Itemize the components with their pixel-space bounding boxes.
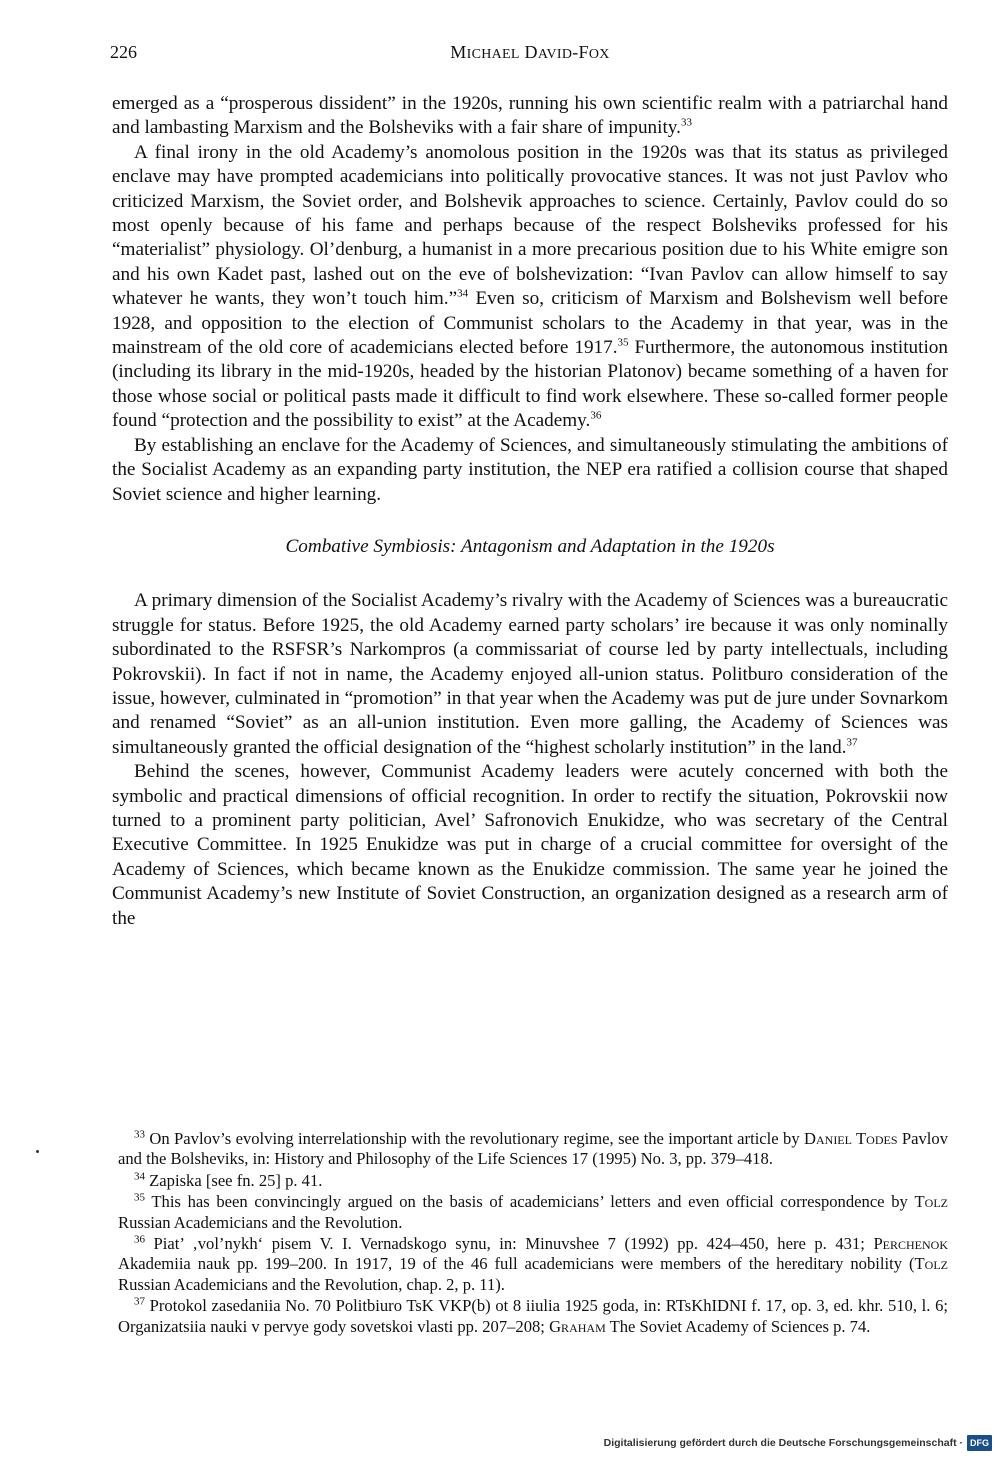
footnote-ref: 37	[846, 736, 858, 749]
digitization-credit: Digitalisierung gefördert durch die Deutsche Forschungsgemeinschaft · DFG	[604, 1434, 992, 1452]
footnote-33: $^{33}$ On Pavlov’s evolving interrelationship with the revolutionary regime, see the important article by Daniel Todes Pavlov and the Bolsheviks, in: History and Philosophy of the Life Sciences 17 (1995) No. 3, pp. 379–418.	[118, 1128, 949, 1169]
main-text	[112, 92, 948, 931]
paragraph: Behind the scenes, however, Communist Academy leaders were acutely concerned with both the symbolic and practical dimensions of official recognition. In order to rectify the situation, Pokrovskii now turned to a prominent party politician, Avel’ Safronovich Enukidze, who was secretary of the Central Executive Committee. In 1925 Enukidze was put in charge of a crucial committee for oversight of the Academy of Sciences, which became known as the Enukidze commission. The same year he joined the Communist Academy’s new Institute of Soviet Construction, an organization designed as a research arm of the	[112, 761, 948, 929]
dfg-logo-icon: DFG	[967, 1435, 992, 1451]
footnote-35: $^{35}$ This has been convincingly argued on the basis of academicians’ letters and even official correspondence by Tolz Russian Academicians and the Revolution.	[118, 1191, 948, 1232]
paragraph: By establishing an enclave for the Academy of Sciences, and simultaneously stimulating the ambitions of the Socialist Academy as an expanding party institution, the NEP era ratified a collision course that shaped Soviet science and higher learning.	[112, 434, 948, 505]
paragraph: A primary dimension of the Socialist Academy’s rivalry with the Academy of Sciences was a bureaucratic struggle for status. Before 1925, the old Academy earned party scholars’ ire because it was only nominally subordinated to the RSFSR’s Narkompros (a commissariat of course led by party intellectuals, including Pokrovskii). In fact if not in name, the Academy enjoyed all-union status. Politburo consideration of the issue, however, culminated in “promotion” in that year when the Academy was put de jure under Sovnarkom and renamed “Soviet” as an all-union institution. Even more galling, the Academy of Sciences was simultaneously granted the official designation of the “highest scholarly institution” in the land.$^{37}$	[112, 590, 948, 758]
page-header	[110, 42, 950, 68]
footnote-36: $^{36}$ Piat’ ‚vol’nykh‘ pisem V. I. Vernadskogo synu, in: Minuvshee 7 (1992) pp. 424–450, here p. 431; Perchenok Akademiia nauk pp. 199–200. In 1917, 19 of the 46 full academicians were members of the hereditary nobility (Tolz Russian Academicians and the Revolution, chap. 2, p. 11).	[118, 1233, 948, 1294]
footnote-ref: 35	[617, 336, 629, 349]
footnote-ref: 33	[680, 117, 692, 130]
footnote-ref: 36	[590, 409, 602, 422]
page-number: 226	[110, 42, 137, 62]
footnote-34: $^{34}$ Zapiska [see fn. 25] p. 41.	[134, 1170, 323, 1190]
footnote-37: $^{37}$ Protokol zasedaniia No. 70 Politbiuro TsK VKP(b) ot 8 iiulia 1925 goda, in: RTsKhIDNI f. 17, op. 3, ed. khr. 510, l. 6; Organizatsiia nauki v pervye gody sovetskoi vlasti pp. 207–208; Graham The Soviet Academy of Sciences p. 74.	[118, 1295, 948, 1336]
paragraph: A final irony in the old Academy’s anomolous position in the 1920s was that its status as privileged enclave may have prompted academicians into politically provocative stances. It was not just Pavlov who criticized Marxism, the Soviet order, and Bolshevik approaches to science. Certainly, Pavlov could do so most openly because of his fame and perhaps because of the respect Bolsheviks professed for his “materialist” physiology. Ol’denburg, a humanist in a more precarious position due to his White emigre son and his own Kadet past, lashed out on the eve of bolshevization: “Ivan Pavlov can allow himself to say whatever he wants, they won’t touch him.”$^{34}$ Even so, criticism of Marxism and Bolshevism well before 1928, and opposition to the election of Communist scholars to the Academy in that year, was in the mainstream of the old core of academicians elected before 1917.35 Furthermore, the autonomous institution (including its library in the mid-1920s, headed by the historian Platonov) became something of a haven for those whose social or political pasts made it difficult to find work elsewhere. These so-called former people found “protection and the possibility to exist” at the Academy.$^{36}$	[112, 141, 948, 432]
paragraph: emerged as a “prosperous dissident” in the 1920s, running his own scientific realm with a patriarchal hand and lambasting Marxism and the Bolsheviks with a fair share of impunity.$^{33}$	[112, 93, 948, 139]
footnotes	[118, 1129, 948, 1338]
section-heading: Combative Symbiosis: Antagonism and Adaptation in the 1920s	[285, 535, 775, 557]
scan-speck	[36, 1150, 39, 1153]
running-head-author: MICHAEL DAVID-FOX	[450, 42, 610, 62]
footnote-ref: 34	[457, 287, 469, 300]
